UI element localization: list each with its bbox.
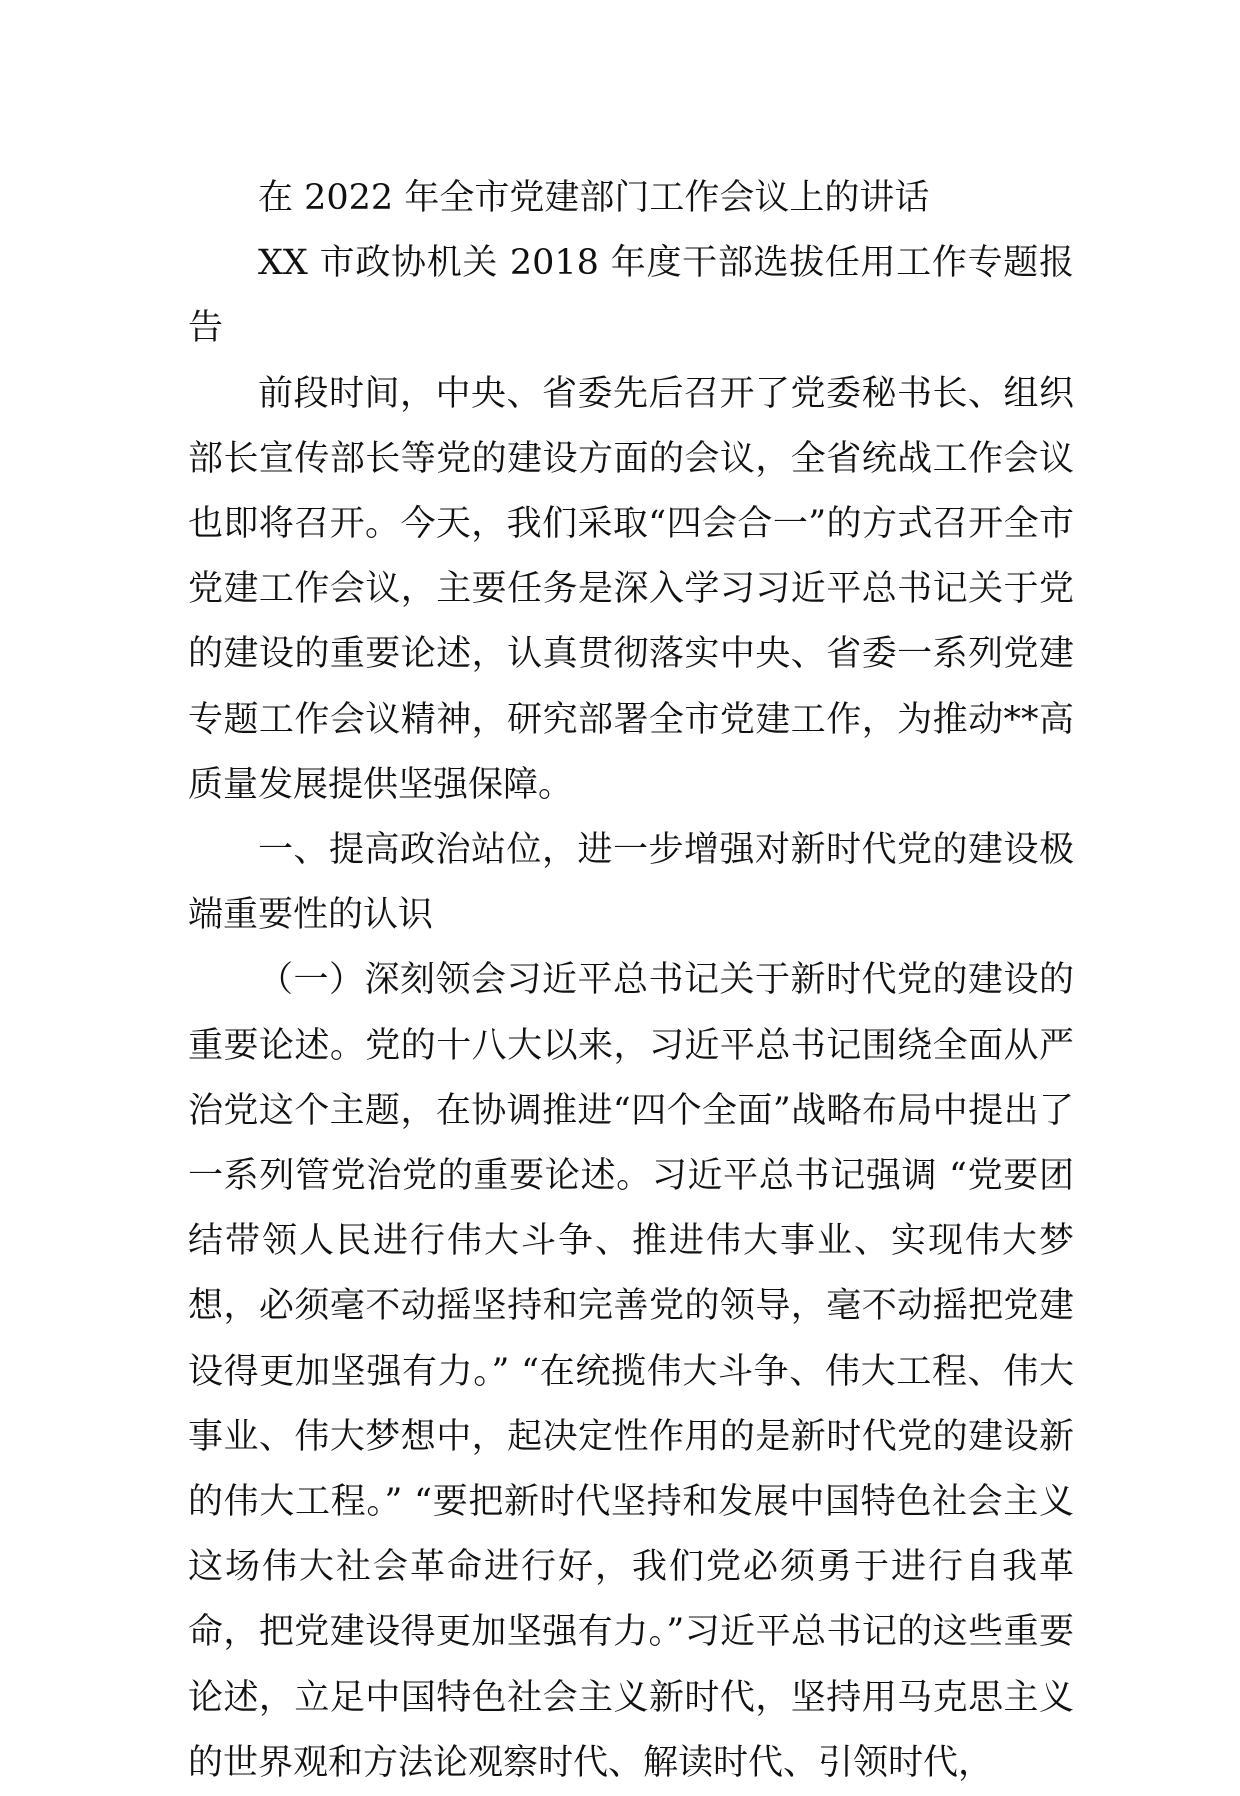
section-heading-1: 一、提高政治站位，进一步增强对新时代党的建设极端重要性的认识	[188, 830, 1074, 936]
paragraph-subsection-1: （一）深刻领会习近平总书记关于新时代党的建设的重要论述。党的十八大以来，习近平总书记围绕全面从严治党这个主题，在协调推进“四个全面”战略布局中提出了一系列管党治党的重要论述。习近平总书记强调 “党要团结带领人民进行伟大斗争、推进伟大事业、实现伟大梦想，必须毫不动摇坚持和完善党的领导，毫不动摇把党建设得更加坚强有力。” “在统揽伟大斗争、伟大工程、伟大事业、伟大梦想中，起决定性作用的是新时代党的建设新的伟大工程。” “要把新时代坚持和发展中国特色社会主义这场伟大社会革命进行好，我们党必须勇于进行自我革命，把党建设得更加坚强有力。”习近平总书记的这些重要论述，立足中国特色社会主义新时代，坚持用马克思主义的世界观和方法论观察时代、解读时代、引领时代，	[188, 960, 1074, 1783]
paragraph-intro: 前段时间，中央、省委先后召开了党委秘书长、组织部长宣传部长等党的建设方面的会议，全省统战工作会议也即将召开。今天，我们采取“四会合一”的方式召开全市党建工作会议，主要任务是深入学习习近平总书记关于党的建设的重要论述，认真贯彻落实中央、省委一系列党建专题工作会议精神，研究部署全市党建工作，为推动**高质量发展提供坚强保障。	[188, 373, 1074, 805]
document-subtitle: XX 市政协机关 2018 年度干部选拔任用工作专题报告	[188, 243, 1074, 349]
document-body	[188, 166, 1074, 1796]
document-title: 在 2022 年全市党建部门工作会议上的讲话	[258, 178, 930, 218]
